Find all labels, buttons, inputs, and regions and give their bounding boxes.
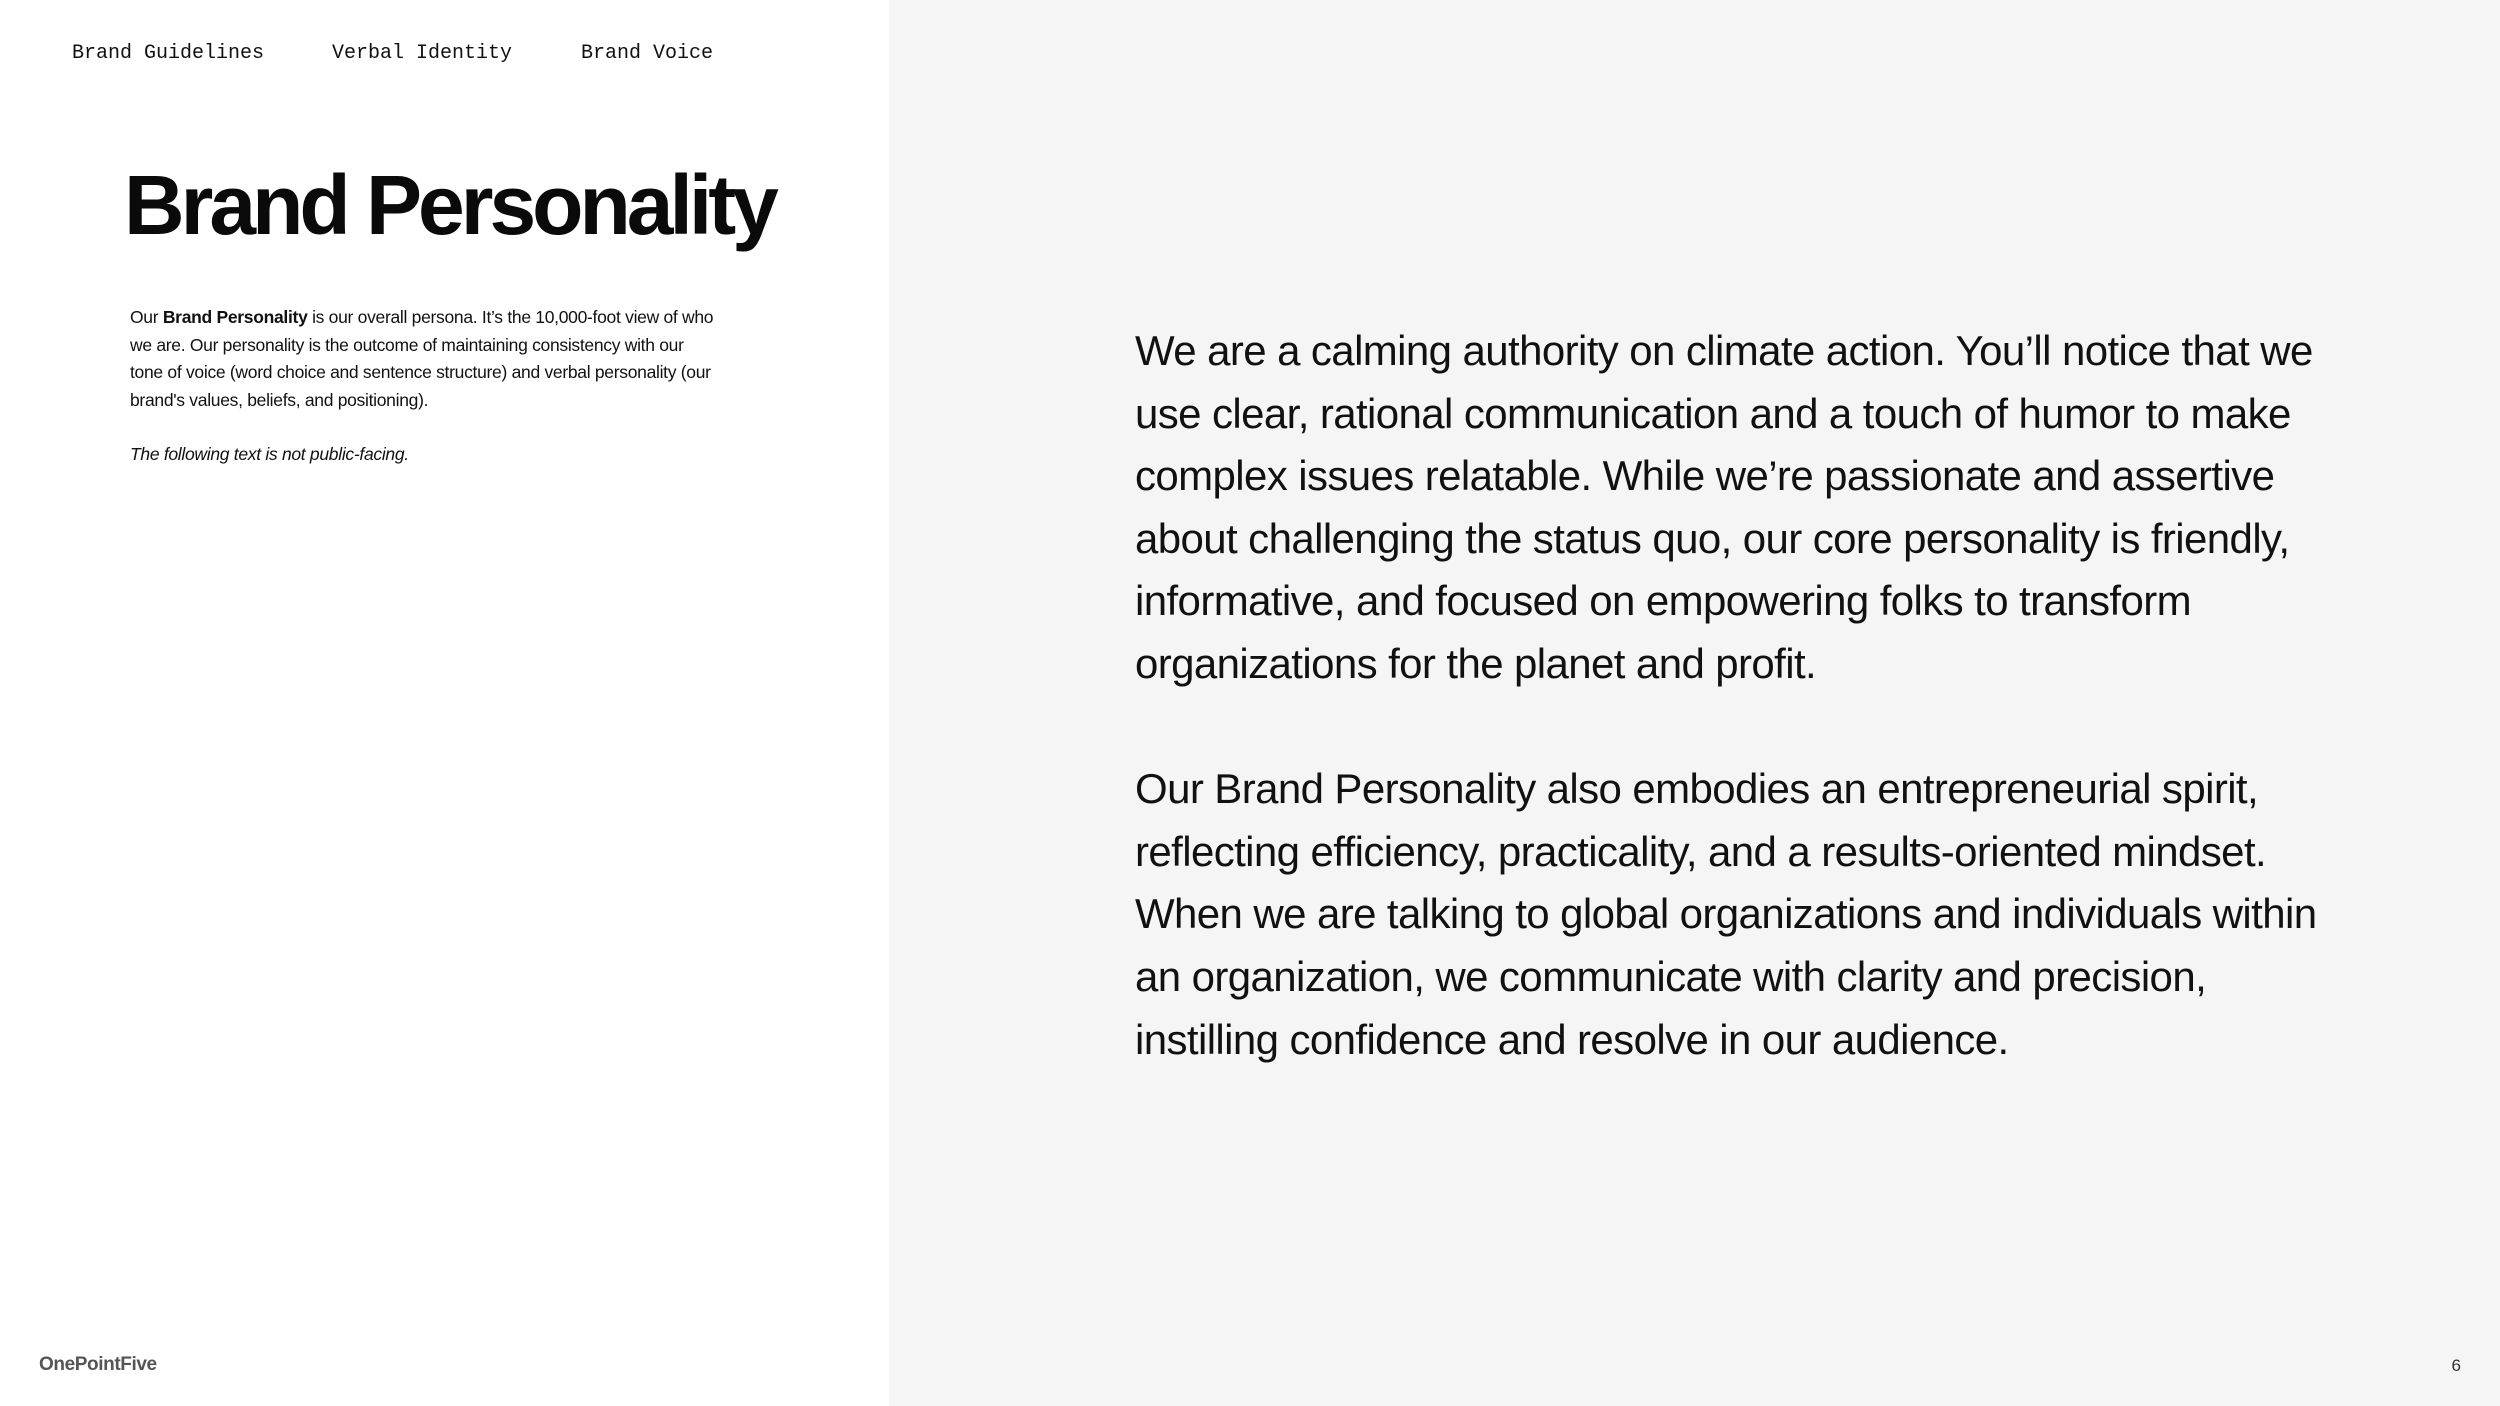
breadcrumb-item-brand-guidelines[interactable]: Brand Guidelines bbox=[72, 42, 265, 65]
breadcrumb-item-brand-voice[interactable]: Brand Voice bbox=[581, 42, 714, 65]
internal-note: The following text is not public-facing. bbox=[130, 444, 409, 464]
body-paragraph-2: Our Brand Personality also embodies an entrepreneurial spirit, reflecting efficiency, practicality, and a results-oriented mindset. When we are talking to global organizations and individuals within an organization, we communicate with clarity and precision, instilling confidence and resolve in our audience. bbox=[1135, 765, 2317, 1063]
intro-paragraph bbox=[130, 304, 720, 414]
brand-logo: OnePointFive bbox=[39, 1354, 157, 1375]
intro-suffix: is our overall persona. It’s the 10,000-foot view of who we are. Our personality is the outcome of maintaining consistency with our tone of voice (word choice and sentence structure) and verbal personality (our brand's values, beliefs, and positioning). bbox=[130, 307, 714, 410]
intro-bold-term: Brand Personality bbox=[162, 307, 308, 327]
body-paragraph-1: We are a calming authority on climate action. You’ll notice that we use clear, rational communication and a touch of humor to make complex issues relatable. While we’re passionate and assertive about challenging the status quo, our core personality is friendly, informative, and focused on empowering folks to transform organizations for the planet and profit. bbox=[1135, 327, 2313, 687]
breadcrumb-item-verbal-identity[interactable]: Verbal Identity bbox=[332, 42, 513, 65]
intro-prefix: Our bbox=[130, 307, 163, 327]
personality-body bbox=[1135, 320, 2355, 1071]
page-title: Brand Personality bbox=[124, 158, 775, 252]
page-number: 6 bbox=[2451, 1356, 2461, 1375]
left-panel bbox=[0, 0, 889, 1406]
